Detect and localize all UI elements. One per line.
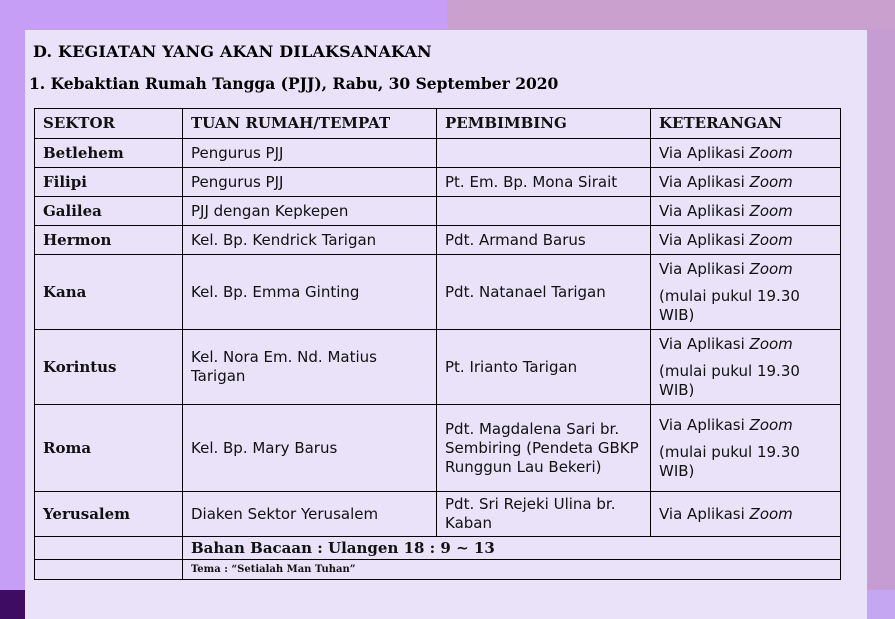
sektor-cell: Betlehem	[35, 139, 183, 168]
background-bottom-right	[867, 590, 895, 619]
via-text: Via Aplikasi	[659, 259, 750, 278]
zoom-text: Zoom	[749, 230, 793, 249]
keterangan-cell	[651, 255, 841, 330]
sektor-cell: Korintus	[35, 330, 183, 405]
pembimbing-cell	[437, 139, 651, 168]
zoom-text: Zoom	[749, 334, 793, 353]
keterangan-cell	[651, 405, 841, 492]
header-keterangan: KETERANGAN	[651, 109, 841, 139]
via-text: Via Aplikasi	[659, 230, 750, 249]
zoom-text: Zoom	[749, 143, 793, 162]
section-heading: D. KEGIATAN YANG AKAN DILAKSANAKAN	[33, 42, 432, 61]
tuan-rumah-cell: Kel. Bp. Emma Ginting	[183, 255, 437, 330]
bahan-bacaan-cell: Bahan Bacaan : Ulangen 18 : 9 ~ 13	[183, 537, 841, 560]
schedule-table	[34, 108, 841, 580]
zoom-text: Zoom	[749, 259, 793, 278]
pembimbing-cell: Pdt. Natanael Tarigan	[437, 255, 651, 330]
tuan-rumah-cell: Diaken Sektor Yerusalem	[183, 492, 437, 537]
keterangan-cell	[651, 492, 841, 537]
tuan-rumah-cell: Kel. Nora Em. Nd. Matius Tarigan	[183, 330, 437, 405]
keterangan-cell	[651, 139, 841, 168]
tuan-rumah-cell: Kel. Bp. Mary Barus	[183, 405, 437, 492]
tuan-rumah-cell: Kel. Bp. Kendrick Tarigan	[183, 226, 437, 255]
zoom-text: Zoom	[749, 172, 793, 191]
sektor-cell: Roma	[35, 405, 183, 492]
keterangan-cell	[651, 168, 841, 197]
sektor-cell: Hermon	[35, 226, 183, 255]
via-text: Via Aplikasi	[659, 415, 750, 434]
background-bottom-left	[0, 590, 25, 619]
document-page	[25, 30, 867, 619]
tuan-rumah-cell: Pengurus PJJ	[183, 168, 437, 197]
via-text: Via Aplikasi	[659, 334, 750, 353]
header-tuan-rumah: TUAN RUMAH/TEMPAT	[183, 109, 437, 139]
tema-cell: Tema : “Setialah Man Tuhan”	[183, 560, 841, 580]
zoom-text: Zoom	[749, 504, 793, 523]
via-text: Via Aplikasi	[659, 504, 750, 523]
tuan-rumah-cell: Pengurus PJJ	[183, 139, 437, 168]
sektor-cell: Yerusalem	[35, 492, 183, 537]
background-right-strip	[867, 30, 895, 590]
table-row	[35, 492, 841, 537]
pembimbing-cell: Pdt. Armand Barus	[437, 226, 651, 255]
table-row	[35, 139, 841, 168]
table-row	[35, 560, 841, 580]
table-row	[35, 405, 841, 492]
table-row	[35, 168, 841, 197]
header-pembimbing: PEMBIMBING	[437, 109, 651, 139]
pembimbing-cell: Pt. Em. Bp. Mona Sirait	[437, 168, 651, 197]
via-line	[659, 416, 840, 435]
table-row	[35, 226, 841, 255]
start-time-note: (mulai pukul 19.30 WIB)	[659, 442, 800, 480]
pembimbing-cell	[437, 197, 651, 226]
keterangan-cell	[651, 197, 841, 226]
keterangan-cell	[651, 226, 841, 255]
pembimbing-cell: Pt. Irianto Tarigan	[437, 330, 651, 405]
table-row	[35, 537, 841, 560]
zoom-text: Zoom	[749, 201, 793, 220]
via-text: Via Aplikasi	[659, 172, 750, 191]
table-row	[35, 255, 841, 330]
via-line	[659, 335, 840, 354]
via-text: Via Aplikasi	[659, 201, 750, 220]
start-time-note: (mulai pukul 19.30 WIB)	[659, 286, 800, 324]
empty-cell	[35, 560, 183, 580]
background-top-right	[447, 0, 895, 30]
empty-cell	[35, 537, 183, 560]
pembimbing-cell: Pdt. Sri Rejeki Ulina br. Kaban	[437, 492, 651, 537]
pembimbing-cell: Pdt. Magdalena Sari br. Sembiring (Pendeta GBKP Runggun Lau Bekeri)	[437, 405, 651, 492]
via-text: Via Aplikasi	[659, 143, 750, 162]
table-row	[35, 197, 841, 226]
tuan-rumah-cell: PJJ dengan Kepkepen	[183, 197, 437, 226]
header-sektor: SEKTOR	[35, 109, 183, 139]
start-time-note: (mulai pukul 19.30 WIB)	[659, 361, 800, 399]
zoom-text: Zoom	[749, 415, 793, 434]
sektor-cell: Filipi	[35, 168, 183, 197]
table-header-row	[35, 109, 841, 139]
sektor-cell: Galilea	[35, 197, 183, 226]
table-row	[35, 330, 841, 405]
keterangan-cell	[651, 330, 841, 405]
sektor-cell: Kana	[35, 255, 183, 330]
via-line	[659, 260, 840, 279]
event-subheading: 1. Kebaktian Rumah Tangga (PJJ), Rabu, 30 September 2020	[29, 74, 559, 93]
